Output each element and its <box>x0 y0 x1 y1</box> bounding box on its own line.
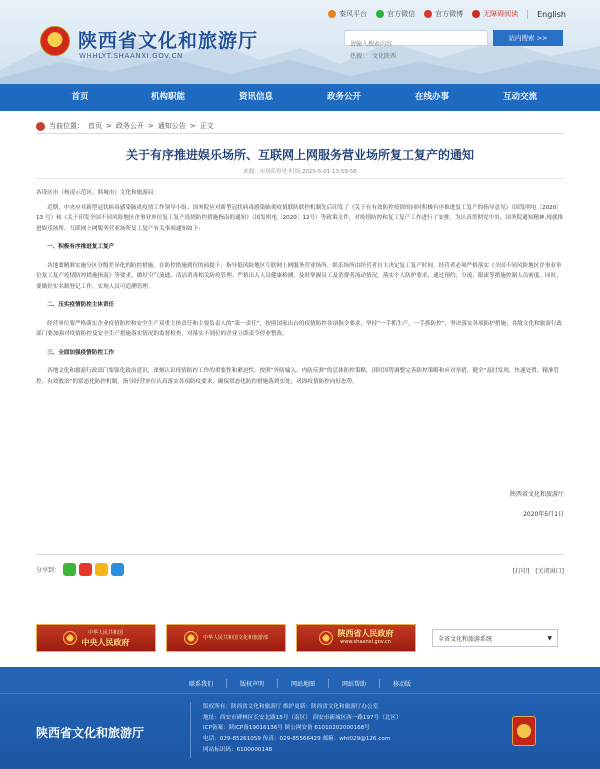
divider <box>36 133 564 134</box>
english-link[interactable]: English <box>537 9 566 19</box>
badge-emblem <box>517 724 531 738</box>
accessibility-icon <box>472 10 480 18</box>
article-body <box>36 188 564 391</box>
banner-text <box>82 629 130 647</box>
nav-item-functions[interactable]: 机构职能 <box>150 92 185 102</box>
footer-info-line: 电话：029-85261059 传真：029-85566429 邮箱：wht029@126.com <box>203 736 391 743</box>
hot-words <box>350 51 396 60</box>
banner-text <box>203 634 268 643</box>
breadcrumb-label: 当前位置： <box>49 122 84 130</box>
article-title: 关于有序推进娱乐场所、互联网上网服务营业场所复工复产的通知 <box>125 148 474 162</box>
site-url: WHHLYT.SHAANXI.GOV.CN <box>79 52 183 60</box>
chevron-down-icon: ▼ <box>547 634 552 642</box>
system-select[interactable] <box>432 629 558 647</box>
site-title[interactable]: 陕西省文化和旅游厅 <box>78 30 259 52</box>
government-badge-icon[interactable] <box>512 716 536 746</box>
share-bar <box>36 563 124 576</box>
toplink-qinfeng[interactable]: 秦风平台 <box>328 9 367 19</box>
nav-item-home[interactable]: 首页 <box>71 92 89 102</box>
banner-line1: 中华人民共和国文化和旅游部 <box>202 634 268 641</box>
close-window-link[interactable]: [关闭窗口] <box>535 568 564 575</box>
select-value: 全省文化和旅游系统 <box>438 635 493 643</box>
breadcrumb-current: 正文 <box>199 122 214 130</box>
signature-date: 2020年5月1日 <box>523 511 564 518</box>
section-paragraph: 各地要精准实施分区分级差异化的防控措施，在防控措施到位的前提下，指导低风险地区互联网上网服务营业场所、娱乐场所由经营者自主决定复工复产时间。经营者必须严格落实《全国不同风险地区企事业单位复工复产疫情防控措施指南》等要求，做好空气流通、清洁消毒相关防疫管理。严格出入人员健康检测，及时掌握员工及消费者流动情况，落实个人防护要求，通过预约、分流、限流等措施控制人员密度。同时，要做好实名制登记工作，实现人员可追溯管理。 <box>36 262 562 290</box>
section-paragraph: 各地文化和旅游行政部门要强化政治意识，深刻认识疫情防控工作的重要性和紧迫性，按照“外防输入、内防反弹”的总体防控策略，因时因势调整完善防控策略和应对举措，健全“及时发现、快速处置、精准管控、有效救治”的常态化防控机制，指导经营单位认真落实各项防疫要求，确保常态化防控措施落到实处，巩固疫情防控向好态势。 <box>36 368 560 385</box>
footer-link-contact[interactable]: 联系我们 <box>176 679 227 688</box>
main-nav <box>0 84 600 111</box>
weibo-share-icon[interactable] <box>79 563 92 576</box>
intro-paragraph: 近期，中央应对新型冠状病毒感染肺炎疫情工作领导小组、国务院应对新型冠状病毒感染肺炎疫情联防联控机制先后印发了《关于在有效防控疫情的同时积极有序推进复工复产的指导意见》（国发明电〔2020〕13 号）和《关于印发全国不同风险地区企事业单位复工复产疫情防控措施指南的通知》（国发明电〔2020〕12号）等政策文件，对疫情防控和复工复产工作进行了安排。为认真贯彻党中央、国务院通知精神,现就推进娱乐场所、互联网上网服务营业场所复工复产有关事项通知如下： <box>36 204 564 232</box>
footer-info-line: ICP备案：陕ICP备19016136号 陕公网安备 61010202000168号 <box>203 725 370 732</box>
toplink-accessibility[interactable]: 无障碍阅读 <box>472 9 518 19</box>
breadcrumb-sep: > <box>189 122 196 130</box>
banner-text <box>338 629 394 647</box>
weibo-official-icon <box>424 10 432 18</box>
breadcrumb-notices[interactable]: 通知公告 <box>157 122 186 130</box>
national-emblem-icon <box>319 631 333 645</box>
print-link[interactable]: [打印] <box>512 568 530 575</box>
share-label: 分享到： <box>36 567 61 574</box>
article-actions <box>513 566 564 575</box>
weibo-icon <box>328 10 336 18</box>
wechat-icon <box>376 10 384 18</box>
search-input[interactable] <box>345 38 487 52</box>
nav-item-services[interactable]: 在线办事 <box>414 92 449 102</box>
wechat-share-icon[interactable] <box>63 563 76 576</box>
footer-info-line: 地址：西安市碑林区长安北路15号（南区） 西安市新城区西一路197号（北区） <box>203 714 402 721</box>
section-paragraph: 经营单位要严格落实企业疫情防控和安全生产双重主体责任和主要负责人的“第一责任”，按照国家出台的疫情防控各项指令要求，坚持“一手抓生产，一手抓防控”，坚决落实各项防护措施；各级文化和旅游行政部门要加强对疫情防控及安全生产措施落实情况的监督检查，对落实不到位的企业立即责令停业整改。 <box>36 320 563 337</box>
footer-link-copyright[interactable]: 版权声明 <box>227 679 278 688</box>
divider <box>190 702 191 758</box>
divider <box>36 178 564 179</box>
hot-word-link[interactable]: 文化陕西 <box>372 53 397 60</box>
breadcrumb <box>36 121 214 131</box>
footer-info-line: 网站标识码：6100000148 <box>203 746 273 753</box>
toplink-wechat[interactable]: 官方微信 <box>376 9 415 19</box>
section-heading: 二、压实疫情防控主体责任 <box>47 302 115 308</box>
breadcrumb-sep: > <box>106 122 112 130</box>
search-button[interactable]: 站内搜索 >> <box>493 30 563 46</box>
nav-item-interaction[interactable]: 互动交流 <box>502 92 537 102</box>
footer-info <box>203 702 402 756</box>
breadcrumb-home[interactable]: 首页 <box>88 122 102 130</box>
divider <box>36 554 564 555</box>
banner-line2: www.shaanxi.gov.cn <box>340 639 391 645</box>
banner-line2: 中央人民政府 <box>81 638 130 647</box>
banner-ministry-culture[interactable] <box>166 624 286 652</box>
nav-item-news[interactable]: 资讯信息 <box>238 92 273 102</box>
footer-link-sitemap[interactable]: 网站地图 <box>278 679 329 688</box>
hot-label: 热搜： <box>350 53 369 60</box>
nav-item-affairs[interactable]: 政务公开 <box>326 92 361 102</box>
national-emblem-icon <box>40 26 70 56</box>
banner-line1: 中华人民共和国 <box>87 630 123 636</box>
banner-line1: 陕西省人民政府 <box>337 629 394 638</box>
footer-links <box>0 679 600 688</box>
header <box>0 0 600 84</box>
national-emblem-icon <box>184 631 198 645</box>
footer-title: 陕西省文化和旅游厅 <box>36 726 145 740</box>
section-heading: 三、全面加强疫情防控工作 <box>47 349 115 356</box>
divider <box>527 10 528 19</box>
banner-central-government[interactable] <box>36 624 156 652</box>
top-links <box>328 9 566 19</box>
article-meta: 来源：市场监督处 时间:2020-5-01 13:59:58 <box>243 169 357 175</box>
banner-shaanxi-government[interactable] <box>296 624 416 652</box>
footer-info-line: 版权所有：陕西省文化和旅游厅 维护更新：陕西省文化和旅游厅办公室 <box>203 704 379 710</box>
national-emblem-icon <box>63 631 77 645</box>
section-heading: 一、积极有序推进复工复产 <box>47 244 115 250</box>
breadcrumb-affairs[interactable]: 政务公开 <box>115 122 144 130</box>
signature: 陕西省文化和旅游厅 <box>509 491 564 498</box>
salutation: 各设区市（杨凌示范区、韩城市）文化和旅游局： <box>36 190 160 196</box>
more-share-icon[interactable] <box>111 563 124 576</box>
search-box <box>344 30 488 46</box>
qzone-share-icon[interactable] <box>95 563 108 576</box>
footer-link-mobile[interactable]: 移动版 <box>393 681 412 688</box>
location-icon <box>36 122 45 131</box>
breadcrumb-sep: > <box>147 122 154 130</box>
toplink-weibo[interactable]: 官方微博 <box>424 9 463 19</box>
divider <box>0 693 600 694</box>
footer-link-help[interactable]: 网站帮助 <box>329 679 380 688</box>
link-banners <box>36 622 564 654</box>
